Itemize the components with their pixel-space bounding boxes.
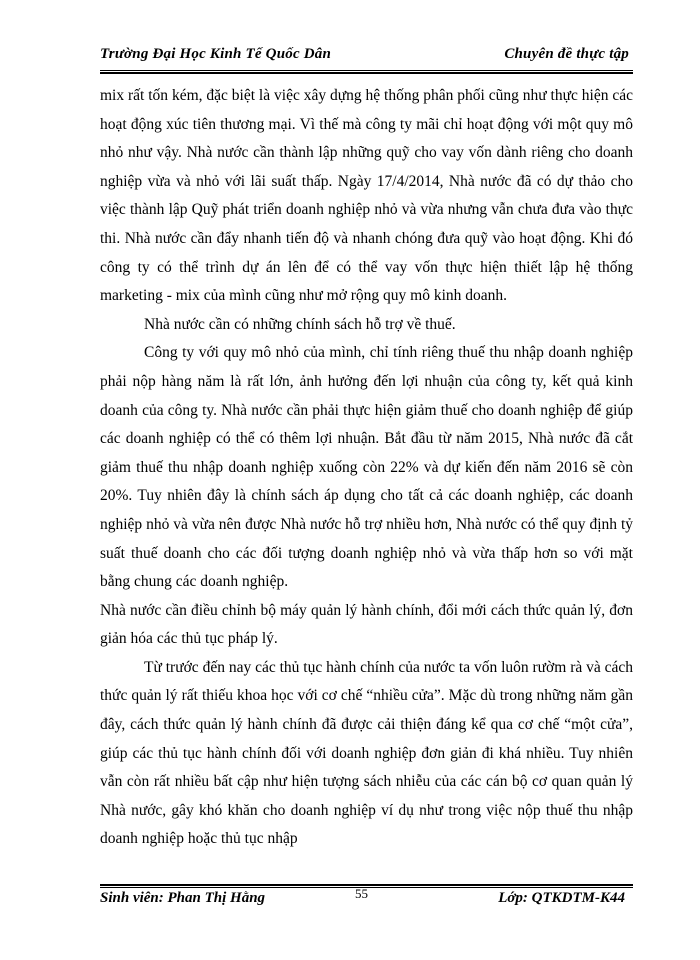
header-divider xyxy=(100,70,633,74)
footer-student: Sinh viên: Phan Thị Hằng xyxy=(100,890,266,906)
page-footer xyxy=(100,886,633,912)
header-school: Trường Đại Học Kinh Tế Quốc Dân xyxy=(100,46,332,62)
header-doc-type: Chuyên đề thực tập xyxy=(504,46,629,62)
paragraph-admin-heading: Nhà nước cần điều chỉnh bộ máy quản lý hành chính, đổi mới cách thức quản lý, đơn giản hóa các thủ tục pháp lý. xyxy=(100,601,633,648)
footer-class: Lớp: QTKDTM-K44 xyxy=(498,890,625,906)
paragraph-admin-procedures: Từ trước đến nay các thủ tục hành chính của nước ta vốn luôn rườm rà và cách thức quản lý rất thiếu khoa học với cơ chế “nhiều cửa”. Mặc dù trong những năm gần đây, cách thức quản lý hành chính đã được cải thiện đáng kể qua cơ chế “một cửa”, giúp các thủ tục hành chính đối với doanh nghiệp đơn giản đi khá nhiều. Tuy nhiên vẫn còn rất nhiều bất cập như hiện tượng sách nhiễu của các cán bộ cơ quan quản lý Nhà nước, gây khó khăn cho doanh nghiệp ví dụ như trong việc nộp thuế thu nhập doanh nghiệp hoặc thủ tục nhập xyxy=(100,658,633,848)
document-body xyxy=(100,82,633,854)
page-header xyxy=(100,46,633,68)
paragraph-tax-heading: Nhà nước cần có những chính sách hỗ trợ về thuế. xyxy=(144,315,456,333)
paragraph-continuation: mix rất tốn kém, đặc biệt là việc xây dựng hệ thống phân phối cũng như thực hiện các hoạt động xúc tiên thương mại. Vì thế mà công ty mãi chỉ hoạt động với một quy mô nhỏ như vậy. Nhà nước cần thành lập những quỹ cho vay vốn dành riêng cho doanh nghiệp vừa và nhỏ với lãi suất thấp. Ngày 17/4/2014, Nhà nước đã có dự thảo cho việc thành lập Quỹ phát triển doanh nghiệp nhỏ và vừa nhưng vẫn chưa đưa vào thực thi. Nhà nước cần đẩy nhanh tiến độ và nhanh chóng đưa quỹ vào hoạt động. Khi đó công ty có thể trình dự án lên để có thể vay vốn thực hiện thiết lập hệ thống marketing - mix của mình cũng như mở rộng quy mô kinh doanh. xyxy=(100,87,633,305)
page-number: 55 xyxy=(355,886,368,901)
paragraph-tax-support: Công ty với quy mô nhỏ của mình, chỉ tính riêng thuế thu nhập doanh nghiệp phải nộp hàng năm là rất lớn, ảnh hưởng đến lợi nhuận của công ty, kết quả kinh doanh của công ty. Nhà nước cần phải thực hiện giảm thuế cho doanh nghiệp để giúp các doanh nghiệp có thể có thêm lợi nhuận. Bắt đầu từ năm 2015, Nhà nước đã cắt giảm thuế thu nhập doanh nghiệp xuống còn 22% và dự kiến đến năm 2016 sẽ còn 20%. Tuy nhiên đây là chính sách áp dụng cho tất cả các doanh nghiệp, các doanh nghiệp nhỏ và vừa nên được Nhà nước hỗ trợ nhiều hơn, Nhà nước có thể quy định tỷ suất thuế doanh cho các đối tượng doanh nghiệp nhỏ và vừa thấp hơn so với mặt bằng chung các doanh nghiệp. xyxy=(100,344,633,591)
